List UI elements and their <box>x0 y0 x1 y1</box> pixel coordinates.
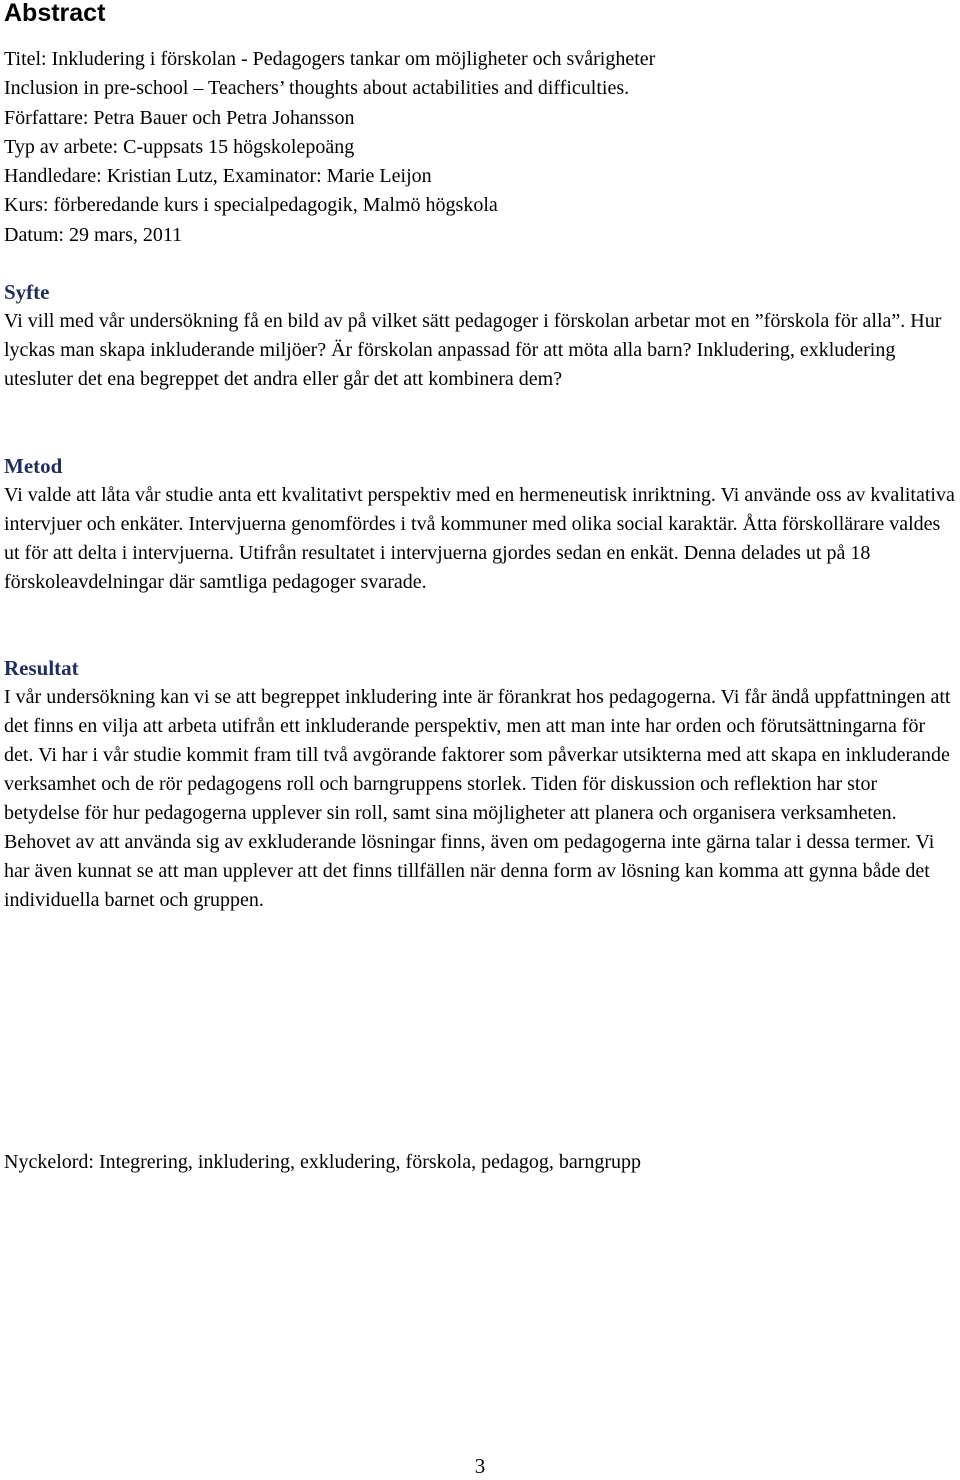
section-body-syfte: Vi vill med vår undersökning få en bild av på vilket sätt pedagoger i förskolan arbetar mot en ”förskola för alla”. Hur lyckas man skapa inkluderande miljöer? Är förskolan anpassad för att möta alla barn? Inkludering, exkludering utesluter det ena begreppet det andra eller går det att kombinera dem? <box>4 310 942 390</box>
abstract-heading: Abstract <box>4 0 106 27</box>
section-heading-resultat: Resultat <box>4 656 79 680</box>
section-heading-metod: Metod <box>4 454 63 478</box>
authors: Författare: Petra Bauer och Petra Johansson <box>4 106 355 129</box>
supervisors: Handledare: Kristian Lutz, Examinator: Marie Leijon <box>4 165 432 188</box>
page-number: 3 <box>474 1454 486 1478</box>
section-syfte <box>4 278 956 394</box>
section-metod <box>4 452 956 597</box>
section-body-metod: Vi valde att låta vår studie anta ett kvalitativt perspektiv med en hermeneutisk inriktning. Vi använde oss av kvalitativa intervjuer och enkäter. Intervjuerna genomfördes i två kommuner med olika social karaktär. Åtta förskollärare valdes ut för att delta i intervjuerna. Utifrån resultatet i intervjuerna gjordes sedan en enkät. Denna delades ut på 18 förskoleavdelningar där samtliga pedagoger svarade. <box>4 484 955 593</box>
thesis-metadata <box>4 45 956 250</box>
work-type: Typ av arbete: C-uppsats 15 högskolepoäng <box>4 135 355 158</box>
keywords: Nyckelord: Integrering, inkludering, exkludering, förskola, pedagog, barngrupp <box>4 1151 642 1173</box>
date: Datum: 29 mars, 2011 <box>4 223 183 246</box>
section-heading-syfte: Syfte <box>4 280 50 304</box>
section-body-resultat: I vår undersökning kan vi se att begreppet inkludering inte är förankrat hos pedagogerna. Vi får ändå uppfattningen att det finns en vilja att arbeta utifrån ett inkluderande perspektiv, men att man inte har orden och förutsättningarna för det. Vi har i vår studie kommit fram till två avgörande faktorer som påverkar utsikterna med att skapa en inkluderande verksamhet och de rör pedagogens roll och barngruppens storlek. Tiden för diskussion och reflektion har stor betydelse för hur pedagogerna upplever sin roll, samt sina möjligheter att planera och organisera verksamheten. Behovet av att använda sig av exkluderande lösningar finns, även om pedagogerna inte gärna talar i dessa termer. Vi har även kunnat se att man upplever att det finns tillfällen när denna form av lösning kan komma att gynna både det individuella barnet och gruppen. <box>4 686 951 911</box>
section-resultat <box>4 654 956 915</box>
title-english: Inclusion in pre-school – Teachers’ thoughts about actabilities and difficulties. <box>4 77 630 100</box>
title-swedish: Titel: Inkludering i förskolan - Pedagogers tankar om möjligheter och svårigheter <box>4 48 656 70</box>
course: Kurs: förberedande kurs i specialpedagogik, Malmö högskola <box>4 194 498 217</box>
